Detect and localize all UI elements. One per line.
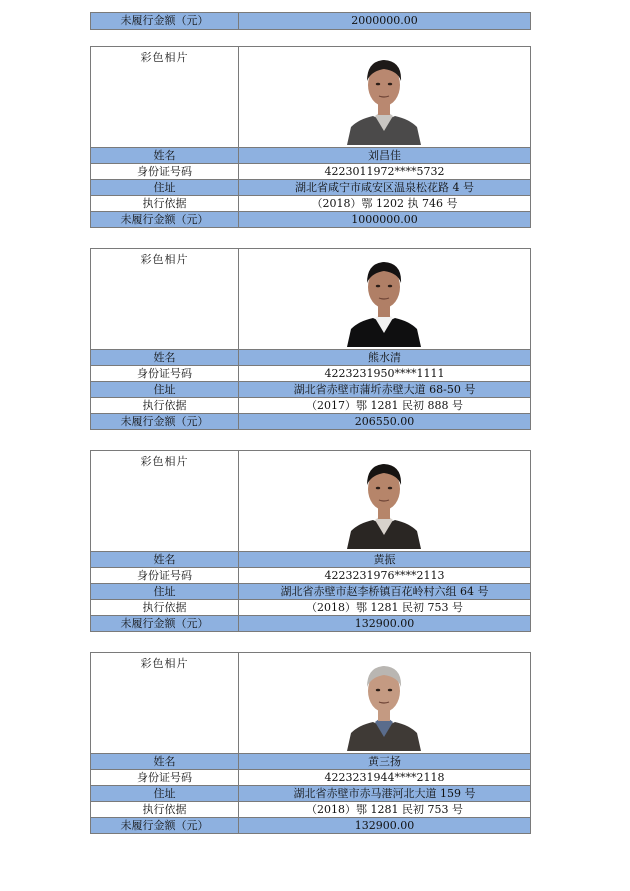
- id-number-value: 4223231944****2118: [324, 771, 445, 784]
- photo-label: 彩色相片: [91, 653, 239, 753]
- id-number-row: [91, 365, 530, 381]
- portrait-icon: [345, 251, 423, 347]
- amount-value: 132900.00: [354, 819, 415, 832]
- name-value: 熊水清: [368, 351, 401, 364]
- basis-label: 执行依据: [91, 398, 239, 413]
- portrait-icon: [345, 655, 423, 751]
- photo-label: 彩色相片: [91, 451, 239, 551]
- portrait-icon: [345, 49, 423, 145]
- id-number-label: 身份证号码: [91, 770, 239, 785]
- address-row: [91, 179, 530, 195]
- name-label: 姓名: [91, 552, 239, 567]
- photo-cell: [239, 653, 530, 753]
- photo-row: [91, 47, 530, 147]
- amount-label: 未履行金额（元）: [91, 13, 239, 29]
- basis-label: 执行依据: [91, 196, 239, 211]
- id-number-value: 4223011972****5732: [324, 165, 445, 178]
- photo-row: [91, 249, 530, 349]
- name-label: 姓名: [91, 350, 239, 365]
- address-label: 住址: [91, 382, 239, 397]
- basis-value: （2018）鄂 1281 民初 753 号: [306, 803, 463, 816]
- address-label: 住址: [91, 786, 239, 801]
- photo-label: 彩色相片: [91, 249, 239, 349]
- amount-value: 1000000.00: [351, 213, 418, 226]
- name-value: 刘昌佳: [368, 149, 401, 162]
- address-row: [91, 785, 530, 801]
- name-row: [91, 349, 530, 365]
- amount-label: 未履行金额（元）: [91, 818, 239, 833]
- name-value: 黄三扬: [368, 755, 401, 768]
- person-record-table: [90, 46, 531, 228]
- basis-row: [91, 599, 530, 615]
- name-label: 姓名: [91, 148, 239, 163]
- address-value: 湖北省赤壁市赵李桥镇百花岭村六组 64 号: [280, 585, 489, 598]
- name-value: 黄振: [373, 553, 396, 566]
- id-number-label: 身份证号码: [91, 568, 239, 583]
- address-label: 住址: [91, 180, 239, 195]
- portrait-photo: [345, 49, 423, 145]
- basis-label: 执行依据: [91, 600, 239, 615]
- amount-row: [91, 413, 530, 429]
- name-label: 姓名: [91, 754, 239, 769]
- amount-row: [91, 211, 530, 227]
- amount-value: 206550.00: [354, 415, 415, 428]
- id-number-row: [91, 769, 530, 785]
- photo-cell: [239, 47, 530, 147]
- person-record-table: [90, 450, 531, 632]
- person-record-table: [90, 248, 531, 430]
- id-number-label: 身份证号码: [91, 164, 239, 179]
- name-row: [91, 753, 530, 769]
- person-record-table: [90, 652, 531, 834]
- basis-value: （2017）鄂 1281 民初 888 号: [306, 399, 463, 412]
- address-value: 湖北省赤壁市蒲圻赤壁大道 68-50 号: [293, 383, 476, 396]
- amount-label: 未履行金额（元）: [91, 616, 239, 631]
- basis-row: [91, 195, 530, 211]
- address-label: 住址: [91, 584, 239, 599]
- basis-label: 执行依据: [91, 802, 239, 817]
- top-amount-table: [90, 12, 531, 30]
- id-number-label: 身份证号码: [91, 366, 239, 381]
- basis-value: （2018）鄂 1202 执 746 号: [311, 197, 458, 210]
- name-row: [91, 551, 530, 567]
- photo-label: 彩色相片: [91, 47, 239, 147]
- amount-row: [91, 817, 530, 833]
- id-number-value: 4223231950****1111: [324, 367, 445, 380]
- basis-row: [91, 397, 530, 413]
- portrait-icon: [345, 453, 423, 549]
- amount-row: [91, 13, 530, 29]
- photo-row: [91, 653, 530, 753]
- address-row: [91, 583, 530, 599]
- basis-value: （2018）鄂 1281 民初 753 号: [306, 601, 463, 614]
- portrait-photo: [345, 453, 423, 549]
- id-number-row: [91, 163, 530, 179]
- id-number-value: 4223231976****2113: [324, 569, 445, 582]
- photo-cell: [239, 451, 530, 551]
- name-row: [91, 147, 530, 163]
- photo-row: [91, 451, 530, 551]
- amount-row: [91, 615, 530, 631]
- address-value: 湖北省赤壁市赤马港河北大道 159 号: [293, 787, 476, 800]
- amount-value: 2000000.00: [351, 14, 418, 27]
- amount-label: 未履行金额（元）: [91, 212, 239, 227]
- photo-cell: [239, 249, 530, 349]
- portrait-photo: [345, 251, 423, 347]
- amount-label: 未履行金额（元）: [91, 414, 239, 429]
- amount-value: 132900.00: [354, 617, 415, 630]
- address-value: 湖北省咸宁市咸安区温泉松花路 4 号: [295, 181, 474, 194]
- basis-row: [91, 801, 530, 817]
- id-number-row: [91, 567, 530, 583]
- portrait-photo: [345, 655, 423, 751]
- address-row: [91, 381, 530, 397]
